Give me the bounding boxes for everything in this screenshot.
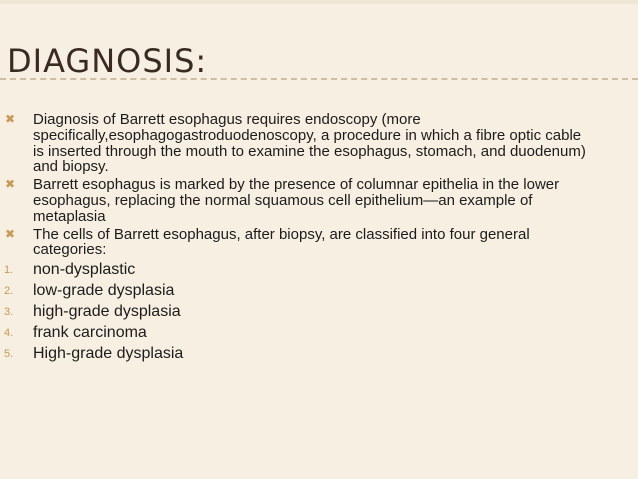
bullet-text: Barrett esophagus is marked by the presence of columnar epithelia in the lower esophagus, replacing the normal squamous cell epithelium—an example of metaplasia: [33, 176, 560, 225]
numbered-item-text: high-grade dysplasia: [33, 303, 181, 321]
bullet-item: [0, 112, 593, 175]
list-number: 2.: [4, 285, 14, 298]
bullet-text: The cells of Barrett esophagus, after biopsy, are classified into four general categories:: [33, 225, 530, 259]
x-mark-icon: ✖: [5, 226, 16, 241]
bullet-item: [0, 227, 593, 259]
numbered-item-text: low-grade dysplasia: [33, 282, 175, 300]
numbered-item-text: non-dysplastic: [33, 261, 136, 279]
numbered-item-text: High-grade dysplasia: [33, 345, 184, 363]
list-number: 3.: [4, 306, 14, 319]
x-mark-icon: ✖: [5, 177, 16, 192]
numbered-item: [0, 302, 593, 321]
slide-body: [0, 112, 630, 365]
title-divider: [0, 78, 638, 80]
numbered-item: [0, 281, 593, 300]
bullet-text: Diagnosis of Barrett esophagus requires endoscopy (more specifically,esophagogastroduodenoscopy, a procedure in which a fibre optic cable is inserted through the mouth to examine the esophagus, stomach, and duodenum) and biopsy.: [33, 111, 586, 176]
slide-title: DIAGNOSIS:: [7, 42, 208, 80]
bullet-item: [0, 177, 593, 224]
list-number: 4.: [4, 327, 14, 340]
x-mark-icon: ✖: [5, 112, 16, 126]
numbered-item: [0, 260, 593, 279]
slide-top-edge: [0, 0, 638, 4]
numbered-item-text: frank carcinoma: [33, 324, 147, 342]
list-number: 5.: [4, 348, 14, 361]
list-number: 1.: [4, 264, 14, 277]
numbered-item: [0, 344, 593, 363]
numbered-item: [0, 323, 593, 342]
